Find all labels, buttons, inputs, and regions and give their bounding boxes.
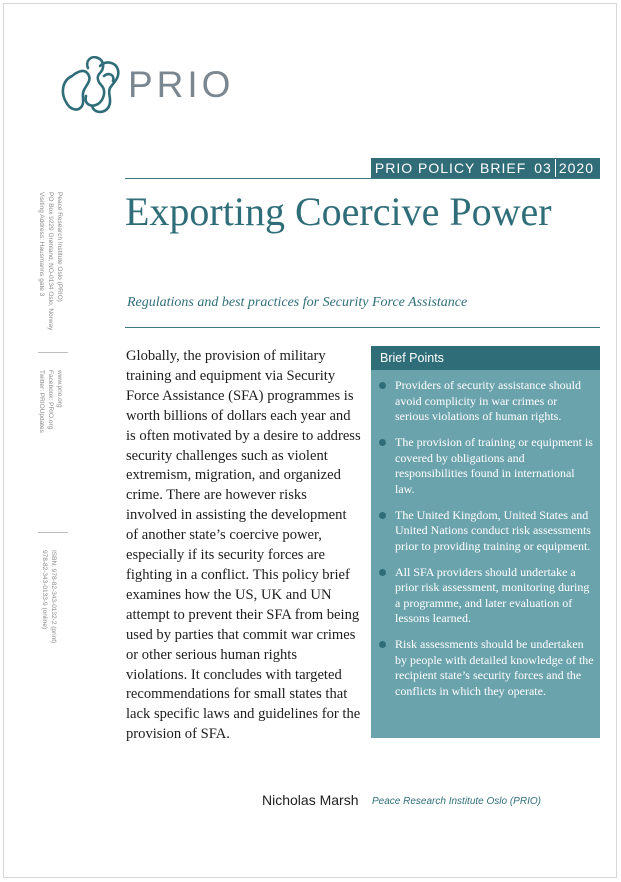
brief-points-heading: Brief Points — [371, 346, 600, 370]
list-item: Risk assessments should be undertaken by people with detailed knowledge of the recipient state’s security forces and the conflicts in which they operate. — [395, 637, 594, 699]
brief-points-panel — [371, 346, 600, 738]
bullet-icon — [379, 569, 386, 576]
logo-wordmark: PRIO — [128, 64, 235, 105]
sidebar-rule — [38, 352, 68, 353]
prio-logo — [58, 56, 235, 120]
series-name: PRIO POLICY BRIEF — [374, 160, 527, 176]
author-affiliation: Peace Research Institute Oslo (PRIO) — [372, 796, 541, 807]
author-name: Nicholas Marsh — [262, 792, 359, 808]
web-line: Facebook: PRIO.org — [47, 370, 54, 430]
series-banner — [371, 158, 600, 178]
bullet-icon — [379, 439, 386, 446]
sidebar-rule — [38, 532, 68, 533]
list-item: The United Kingdom, United States and United Nations conduct risk assessments prior to providing training or equipment. — [395, 508, 594, 555]
subtitle-rule — [125, 327, 600, 328]
page-title: Exporting Coercive Power — [125, 189, 552, 234]
page-subtitle: Regulations and best practices for Security Force Assistance — [127, 295, 468, 310]
series-divider — [555, 159, 556, 177]
bullet-icon — [379, 641, 386, 648]
address-line: Visiting Address: Hausmanns gate 3 — [38, 192, 45, 297]
web-line: www.prio.org — [56, 370, 63, 408]
address-line: PO Box 9229 Grønland, NO-0134 Oslo, Norway — [47, 192, 54, 331]
series-year: 2020 — [558, 160, 594, 176]
series-issue: 03 — [534, 160, 552, 176]
bullet-icon — [379, 382, 386, 389]
list-item: The provision of training or equipment is covered by obligations and responsibilities found in international law. — [395, 435, 594, 497]
header-rule — [125, 178, 600, 179]
bullet-icon — [379, 512, 386, 519]
brief-points-list — [371, 370, 600, 699]
web-line: Twitter: PRIOUpdates — [38, 370, 45, 433]
list-item: All SFA providers should undertake a prior risk assessment, monitoring during a programme, and later evaluation of lessons learned. — [395, 565, 594, 627]
sidebar-address — [37, 192, 64, 348]
prio-figures-logo-icon — [58, 56, 124, 118]
sidebar-web — [37, 370, 64, 460]
abstract-text: Globally, the provision of military training and equipment via Security Force Assistance (SFA) programmes is worth billions of dollars each year and is often motivated by a desire to address security challenges such as violent extremism, migration, and organized crime. There are however risks involved in assisting the development of another state’s coercive power, especially if its security forces are fighting in a conflict. This policy brief examines how the US, UK and UN attempt to prevent their SFA from being used by parties that commit war crimes or other serious human rights violations. It concludes with targeted recommendations for small states that lack specific laws and guidelines for the provision of SFA. — [126, 348, 361, 743]
sidebar-isbn — [40, 550, 58, 660]
address-line: Peace Research Institute Oslo (PRIO) — [56, 192, 63, 302]
isbn-line: 978-82-343-0133-9 (online) — [41, 550, 48, 630]
list-item: Providers of security assistance should avoid complicity in war crimes or serious violations of human rights. — [395, 378, 594, 425]
isbn-line: ISBN: 978-82-343-0132-2 (print) — [50, 550, 57, 644]
